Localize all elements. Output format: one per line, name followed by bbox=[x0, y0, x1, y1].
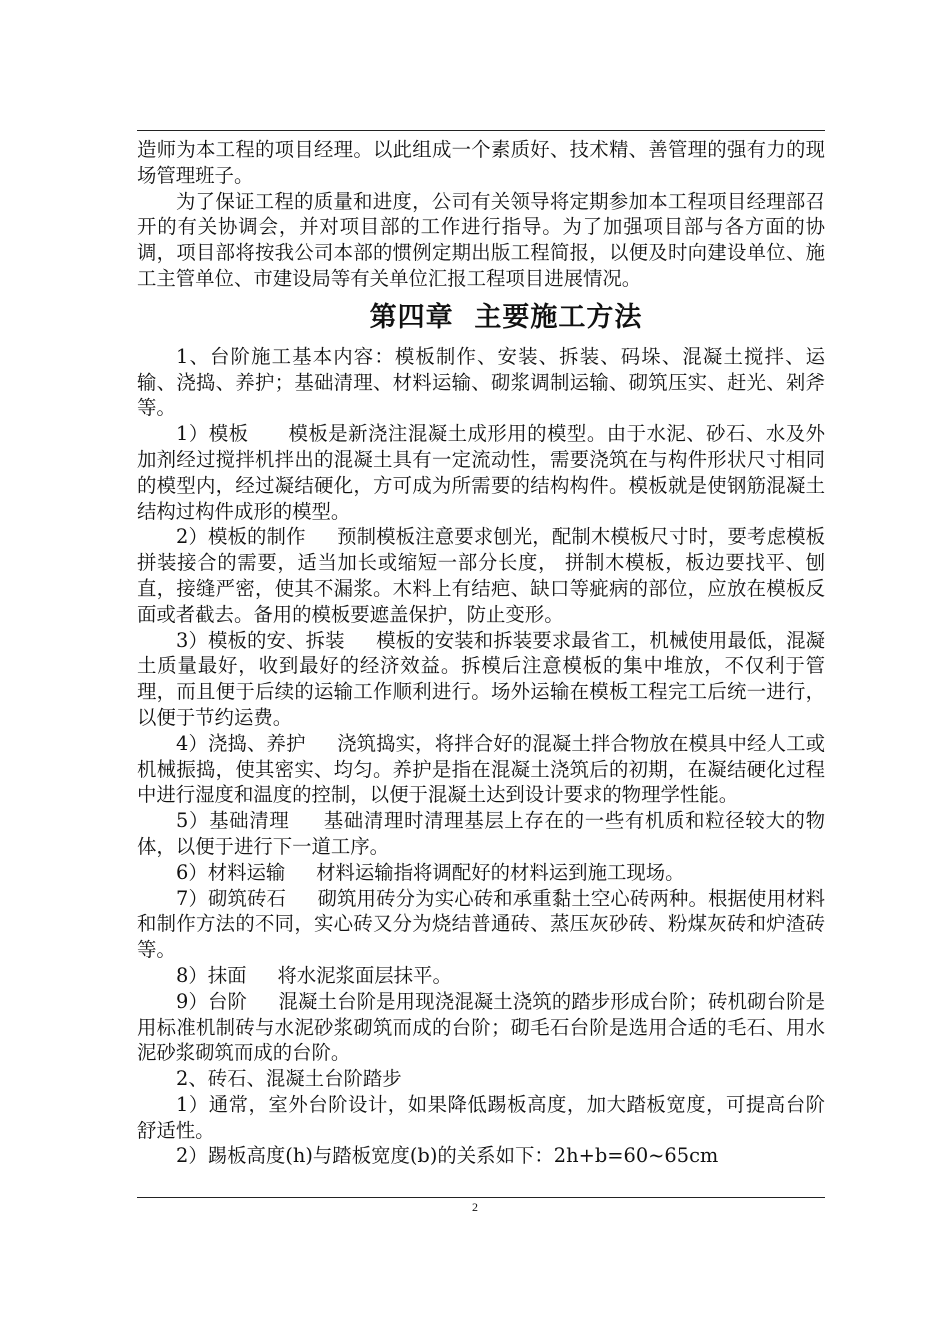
paragraph-coordination: 为了保证工程的质量和进度，公司有关领导将定期参加本工程项目经理部召开的有关协调会，并对项目部的工作进行指导。为了加强项目部与各方面的协调，项目部将按我公司本部的惯例定期出版工程简报，以便及时向建设单位、施工主管单位、市建设局等有关单位汇报工程项目进展情况。 bbox=[137, 189, 825, 290]
item-body: 模板是新浇注混凝土成形用的模型。由于水泥、砂石、水及外加剂经过搅拌机拌出的混凝土具有一定流动性，需要浇筑在与构件形状尺寸相同的模型内，经过凝结硬化，方可成为所需要的结构构件。模板就是使钢筋混凝土结构过构件成形的模型。 bbox=[137, 422, 825, 523]
item-heading: 7）砌筑砖石 bbox=[176, 886, 318, 910]
list-item bbox=[137, 886, 825, 963]
item-heading: 8）抹面 bbox=[176, 963, 278, 987]
list-item bbox=[137, 808, 825, 860]
paragraph-continued: 造师为本工程的项目经理。以此组成一个素质好、技术精、善管理的强有力的现场管理班子。 bbox=[137, 138, 825, 187]
item-body: 基础清理时清理基层上存在的一些有机质和粒径较大的物体，以便于进行下一道工序。 bbox=[137, 809, 826, 858]
page-number: 2 bbox=[472, 1200, 478, 1214]
list-item bbox=[137, 963, 825, 989]
section-heading: 2、砖石、混凝土台阶踏步 bbox=[176, 1067, 402, 1091]
list-item bbox=[137, 421, 825, 524]
item-heading: 6）材料运输 bbox=[176, 860, 317, 884]
list-item bbox=[137, 731, 825, 808]
paragraph-intro: 1、台阶施工基本内容：模板制作、安装、拆装、码垛、混凝土搅拌、运输、浇捣、养护；基础清理、材料运输、砌浆调制运输、砌筑压实、赶光、剁斧等。 bbox=[137, 344, 825, 420]
list-item bbox=[137, 860, 825, 886]
chapter-title: 第四章 主要施工方法 bbox=[369, 301, 643, 333]
item-body: 将水泥浆面层抹平。 bbox=[277, 963, 452, 987]
item-heading: 3）模板的安、拆装 bbox=[176, 628, 377, 652]
list-item bbox=[137, 628, 825, 731]
section-line: 2）踢板高度(h)与踏板宽度(b)的关系如下：2h+b=60~65cm bbox=[176, 1144, 719, 1168]
item-heading: 1）模板 bbox=[176, 422, 289, 446]
document-body bbox=[137, 137, 825, 1169]
list-item bbox=[137, 989, 825, 1066]
item-heading: 5）基础清理 bbox=[176, 809, 324, 833]
item-heading: 9）台阶 bbox=[176, 989, 279, 1013]
item-heading: 2）模板的制作 bbox=[176, 525, 338, 549]
item-body: 材料运输指将调配好的材料运到施工现场。 bbox=[316, 860, 685, 884]
header-rule bbox=[137, 130, 825, 131]
section-line: 1）通常，室外台阶设计，如果降低踢板高度，加大踏板宽度，可提高台阶舒适性。 bbox=[137, 1092, 825, 1142]
list-item bbox=[137, 524, 825, 627]
item-body: 模板的安装和拆装要求最省工，机械使用最低，混凝土质量最好，收到最好的经济效益。拆模后注意模板的集中堆放，不仅利于管理，而且便于后续的运输工作顺利进行。场外运输在模板工程完工后统一进行，以便于节约运费。 bbox=[137, 628, 826, 729]
footer-rule bbox=[137, 1197, 825, 1198]
item-heading: 4）浇捣、养护 bbox=[176, 731, 338, 755]
item-body: 预制模板注意要求刨光，配制木模板尺寸时，要考虑模板拼装接合的需要，适当加长或缩短一部分长度， 拼制木模板，板边要找平、刨直，接缝严密，使其不漏浆。木料上有结疤、缺口等疵病的部位，应放在模板反面或者截去。备用的模板要遮盖保护，防止变形。 bbox=[137, 525, 825, 626]
item-body: 砌筑用砖分为实心砖和承重黏土空心砖两种。根据使用材料和制作方法的不同，实心砖又分为烧结普通砖、蒸压灰砂砖、粉煤灰砖和炉渣砖等。 bbox=[137, 886, 826, 962]
item-body: 混凝土台阶是用现浇混凝土浇筑的踏步形成台阶；砖机砌台阶是用标准机制砖与水泥砂浆砌筑而成的台阶；砌毛石台阶是选用合适的毛石、用水泥砂浆砌筑而成的台阶。 bbox=[137, 989, 826, 1065]
item-body: 浇筑捣实，将拌合好的混凝土拌合物放在模具中经人工或机械振捣，使其密实、均匀。养护是指在混凝土浇筑后的初期，在凝结硬化过程中进行湿度和温度的控制，以便于混凝土达到设计要求的物理学性能。 bbox=[137, 731, 825, 807]
